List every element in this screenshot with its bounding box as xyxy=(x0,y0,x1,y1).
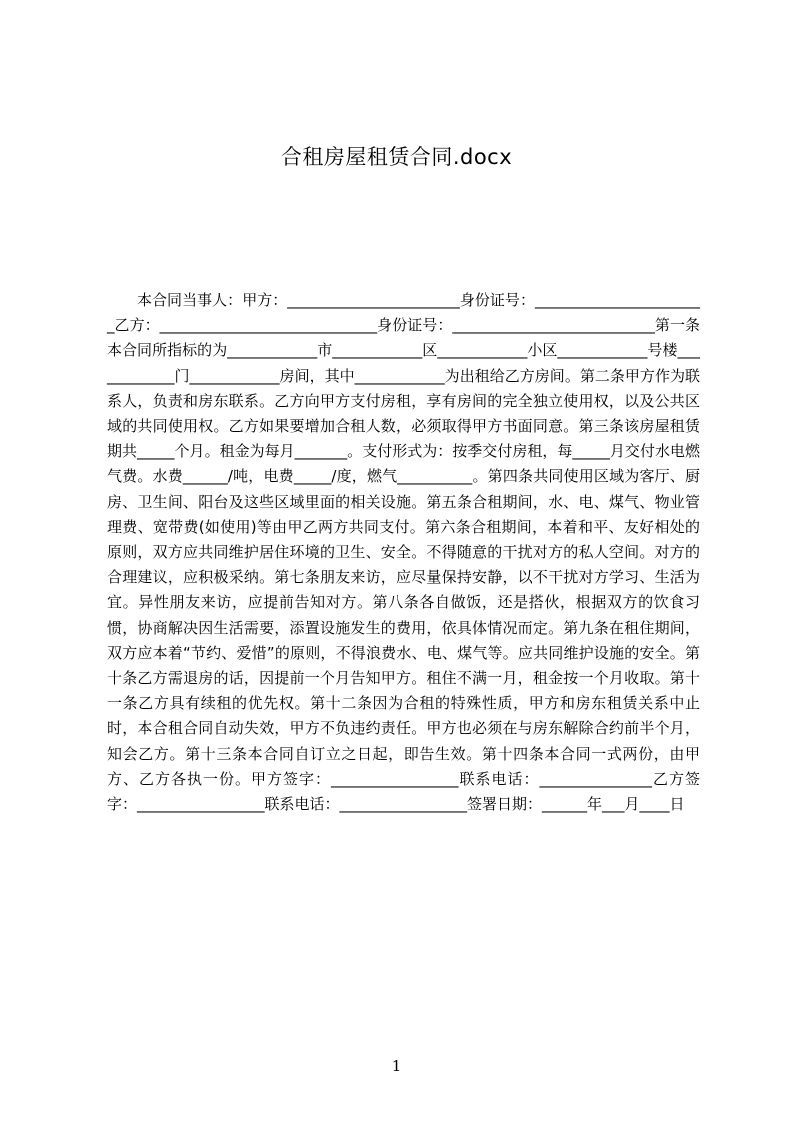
page-number: 1 xyxy=(391,1057,402,1075)
contract-body-text: 本合同当事人：甲方：_______________________身份证号：_______________________乙方：_____________________________身份证号：___________________________第一条本合同所指标的为____________市____________区____________小区____________号楼____________门____________房间，其中____________为出租给乙方房间。第二条甲方作为联系人，负责和房东联系。乙方向甲方支付房租，享有房间的完全独立使用权，以及公共区域的共同使用权。乙方如果要增加合租人数，必须取得甲方书面同意。第三条该房屋租赁期共_____个月。租金为每月_______。支付形式为：按季交付房租，每_____月交付水电燃气费。水费______/吨，电费_____/度，燃气__________。第四条共同使用区域为客厅、厨房、卫生间、阳台及这些区域里面的相关设施。第五条合租期间，水、电、煤气、物业管理费、宽带费(如使用)等由甲乙两方共同支付。第六条合租期间，本着和平、友好相处的原则，双方应共同维护居住环境的卫生、安全。不得随意的干扰对方的私人空间。对方的合理建议，应积极采纳。第七条朋友来访，应尽量保持安静，以不干扰对方学习、生活为宜。异性朋友来访，应提前告知对方。第八条各自做饭，还是搭伙，根据双方的饮食习惯，协商解决因生活需要，添置设施发生的费用，依具体情况而定。第九条在租住期间，双方应本着“节约、爱惜”的原则，不得浪费水、电、煤气等。应共同维护设施的安全。第十条乙方需退房的话，因提前一个月告知甲方。租住不满一月，租金按一个月收取。第十一条乙方具有续租的优先权。第十二条因为合租的特殊性质，甲方和房东租赁关系中止时，本合租合同自动失效，甲方不负违约责任。甲方也必须在与房东解除合约前半个月，知会乙方。第十三条本合同自订立之日起，即告生效。第十四条本合同一式两份，由甲方、乙方各执一份。甲方签字：_________________联系电话：_______________乙方签字：_________________联系电话：_________________签署日期：______年___月____日 xyxy=(107,291,700,814)
document-title: 合租房屋租赁合同.docx xyxy=(280,145,513,169)
